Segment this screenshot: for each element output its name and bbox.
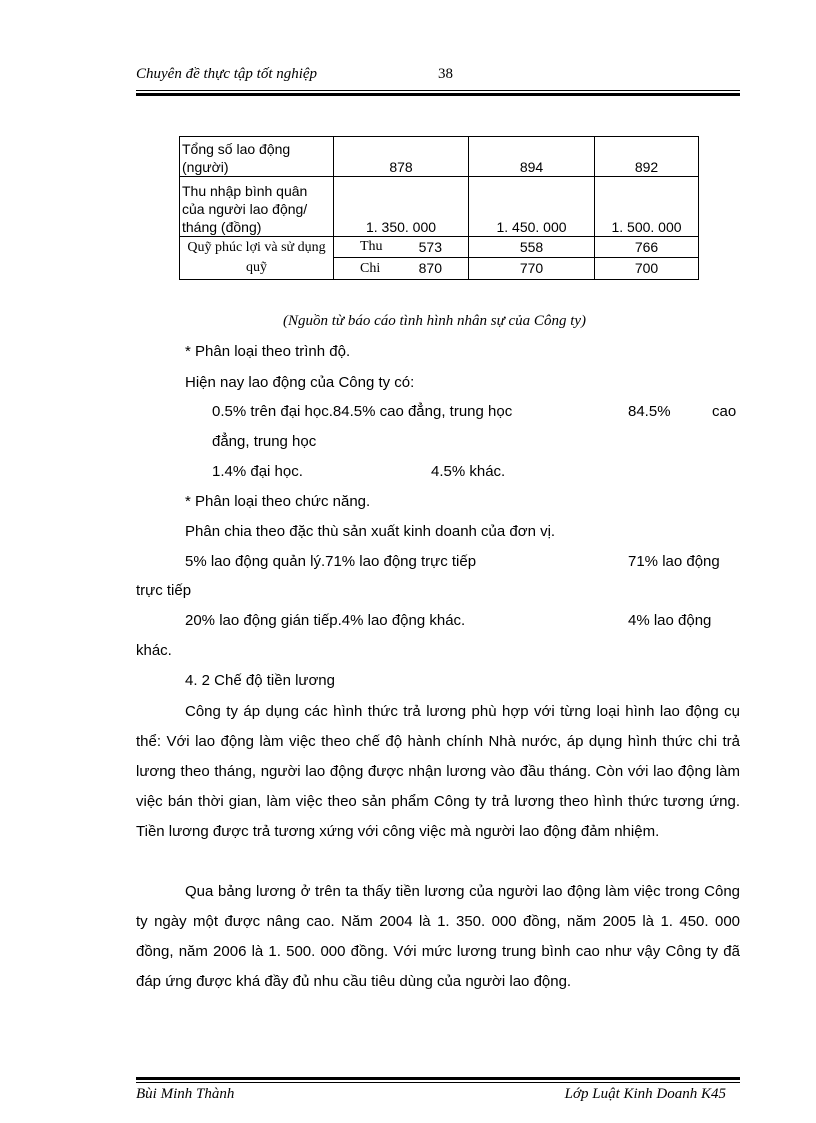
classification-heading: * Phân loại theo chức năng. xyxy=(185,493,371,510)
fund-values-cell xyxy=(595,237,699,280)
footer-class: Lớp Luật Kinh Doanh K45 xyxy=(564,1086,726,1102)
salary-analysis-paragraph: Qua bảng lương ở trên ta thấy tiền lương của người lao động làm việc trong Công ty ngày một được nâng cao. Năm 2004 là 1. 350. 000 đồng, năm 2005 là 1. 450. 000 đồng, năm 2006 là 1. 500. 000 đồng. Với mức lương trung bình cao như vậy Công ty đã đáp ứng được khá đầy đủ nhu cầu tiêu dùng của người lao động. xyxy=(136,883,740,990)
header-title: Chuyên đề thực tập tốt nghiệp xyxy=(136,66,318,82)
table-cell: 558 xyxy=(469,237,594,258)
table-cell: 1. 350. 000 xyxy=(334,177,469,237)
header-rule-thin xyxy=(136,90,740,91)
thu-label: Thu xyxy=(360,239,383,254)
source-note: (Nguồn từ báo cáo tình hình nhân sự của Công ty) xyxy=(283,313,587,329)
page-number: 38 xyxy=(438,66,453,82)
body-line: 4.5% khác. xyxy=(431,463,506,480)
body-line: 20% lao động gián tiếp.4% lao động khác. xyxy=(185,612,466,629)
body-line: 1.4% đại học. xyxy=(212,463,303,480)
body-line: đẳng, trung học xyxy=(212,433,317,450)
table-cell: 770 xyxy=(519,260,544,276)
fund-values-cell xyxy=(469,237,595,280)
body-line: 0.5% trên đại học.84.5% cao đẳng, trung học xyxy=(212,403,513,420)
page-header xyxy=(136,66,453,83)
row-label: Tổng số lao động (người) xyxy=(180,137,334,177)
table-row xyxy=(180,177,699,237)
fund-values-cell xyxy=(334,237,469,280)
body-line: Phân chia theo đặc thù sản xuất kinh doanh của đơn vị. xyxy=(185,523,556,540)
table-row xyxy=(180,237,699,280)
table-cell: 870 xyxy=(418,260,442,276)
table-cell: 700 xyxy=(634,260,659,276)
table-cell: 1. 450. 000 xyxy=(469,177,595,237)
body-line: 5% lao động quản lý.71% lao động trực tiếp xyxy=(185,553,477,570)
footer-rule-thin xyxy=(136,1082,740,1083)
table-cell: 573 xyxy=(418,239,442,255)
body-line: 71% lao động xyxy=(628,553,720,570)
table-cell: 1. 500. 000 xyxy=(595,177,699,237)
chi-label: Chi xyxy=(360,261,381,276)
table-cell: 892 xyxy=(595,137,699,177)
footer-rule-thick xyxy=(136,1077,740,1080)
fund-label: Quỹ phúc lợi và sử dụng quỹ xyxy=(180,237,334,280)
table-cell: 894 xyxy=(469,137,595,177)
footer-author: Bùi Minh Thành xyxy=(136,1086,235,1102)
body-line: 4% lao động xyxy=(628,612,712,629)
labor-statistics-table xyxy=(179,136,699,280)
body-line: cao xyxy=(712,403,737,420)
header-rule-thick xyxy=(136,93,740,96)
salary-policy-paragraph: Công ty áp dụng các hình thức trả lương phù hợp với từng loại hình lao động cụ thể: Với lao động làm việc theo chế độ hành chính Nhà nước, áp dụng hình thức chi trả lương theo tháng, người lao động được nhận lương vào đầu tháng. Còn với lao động làm việc bán thời gian, làm việc theo sản phẩm Công ty trả lương theo hình thức tương ứng. Tiền lương được trả tương xứng với công việc mà người lao động đảm nhiệm. xyxy=(136,703,740,840)
table-cell: 878 xyxy=(334,137,469,177)
table-cell: 766 xyxy=(595,237,698,258)
body-line: 84.5% xyxy=(628,403,671,420)
section-heading: 4. 2 Chế độ tiền lương xyxy=(185,672,335,689)
body-line: khác. xyxy=(136,642,172,659)
classification-heading: * Phân loại theo trình độ. xyxy=(185,343,351,360)
row-label: Thu nhập bình quân của người lao động/ tháng (đồng) xyxy=(180,177,334,237)
body-line: trực tiếp xyxy=(136,582,192,599)
body-line: Hiện nay lao động của Công ty có: xyxy=(185,374,415,391)
table-row xyxy=(180,137,699,177)
